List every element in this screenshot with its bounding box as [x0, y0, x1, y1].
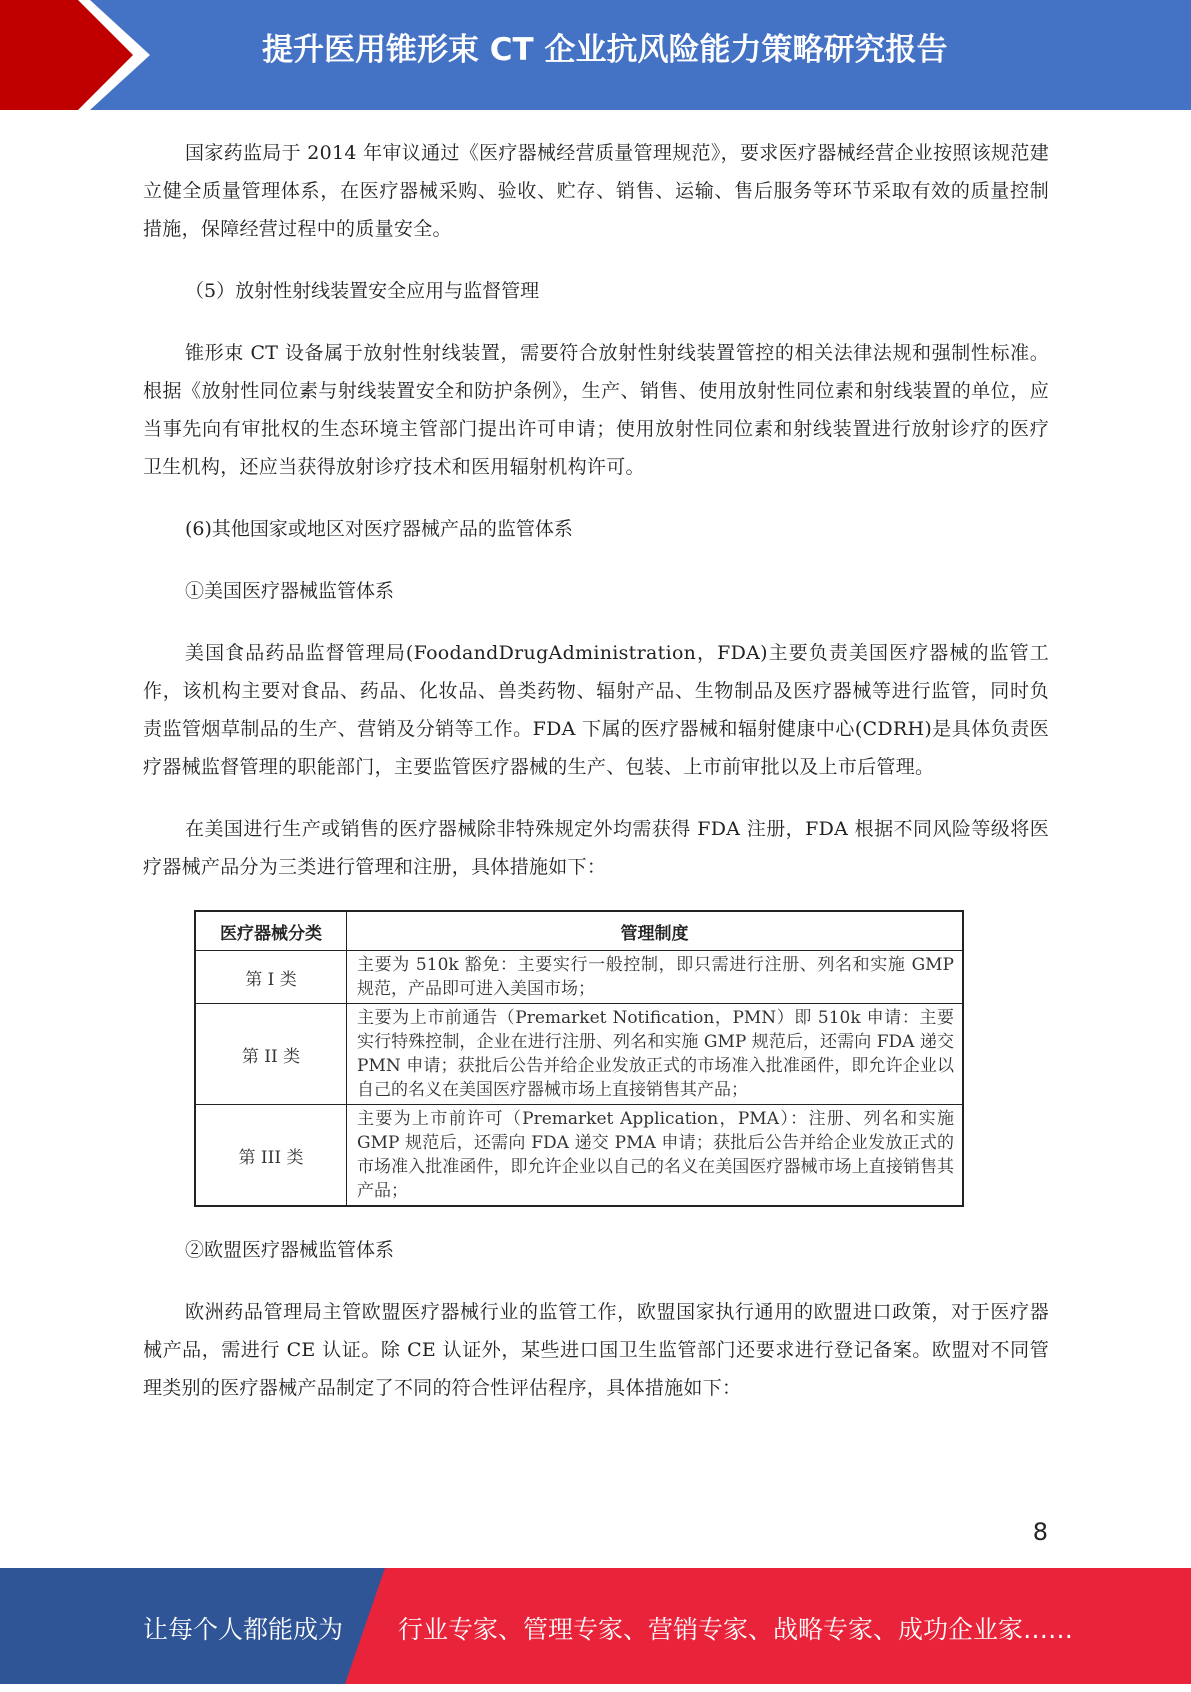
table-cell-category: 第 I 类	[195, 951, 347, 1004]
paragraph-fda: 美国食品药品监督管理局(FoodandDrugAdministration，FDA)主要负责美国医疗器械的监管工作，该机构主要对食品、药品、化妆品、兽类药物、辐射产品、生物制品及医疗器械等进行监管，同时负责监管烟草制品的生产、营销及分销等工作。FDA 下属的医疗器械和辐射健康中心(CDRH)是具体负责医疗器械监督管理的职能部门，主要监管医疗器械的生产、包装、上市前审批以及上市后管理。	[143, 642, 1049, 778]
subheading-us: ①美国医疗器械监管体系	[185, 580, 395, 602]
page-footer	[0, 1568, 1191, 1684]
footer-slogan-left: 让每个人都能成为	[143, 1615, 344, 1644]
table-header-row	[195, 911, 963, 951]
document-body	[143, 134, 1049, 1431]
table-cell-regime: 主要为 510k 豁免：主要实行一般控制，即只需进行注册、列名和实施 GMP 规范，产品即可进入美国市场；	[347, 951, 964, 1004]
page-number: 8	[1032, 1518, 1048, 1546]
paragraph-eu: 欧洲药品管理局主管欧盟医疗器械行业的监管工作，欧盟国家执行通用的欧盟进口政策，对于医疗器械产品，需进行 CE 认证。除 CE 认证外，某些进口国卫生监管部门还要求进行登记备案。欧盟对不同管理类别的医疗器械产品制定了不同的符合性评估程序，具体措施如下：	[143, 1301, 1049, 1399]
table-cell-category: 第 II 类	[195, 1004, 347, 1105]
table-header-category: 医疗器械分类	[195, 911, 347, 951]
paragraph-radiation: 锥形束 CT 设备属于放射性射线装置，需要符合放射性射线装置管控的相关法律法规和强制性标准。根据《放射性同位素与射线装置安全和防护条例》，生产、销售、使用放射性同位素和射线装置的单位，应当事先向有审批权的生态环境主管部门提出许可申请；使用放射性同位素和射线装置进行放射诊疗的医疗卫生机构，还应当获得放射诊疗技术和医用辐射机构许可。	[143, 342, 1049, 478]
table-cell-regime: 主要为上市前通告（Premarket Notification，PMN）即 510k 申请：主要实行特殊控制，企业在进行注册、列名和实施 GMP 规范后，还需向 FDA 递交 PMN 申请；获批后公告并给企业发放正式的市场准入批准函件，即允许企业以自己的名义在美国医疗器械市场上直接销售其产品；	[347, 1004, 964, 1105]
footer-slogan-right: 行业专家、管理专家、营销专家、战略专家、成功企业家……	[398, 1615, 1074, 1644]
report-title: 提升医用锥形束 CT 企业抗风险能力策略研究报告	[262, 32, 948, 68]
subheading-eu: ②欧盟医疗器械监管体系	[185, 1239, 395, 1261]
paragraph-fda-classes: 在美国进行生产或销售的医疗器械除非特殊规定外均需获得 FDA 注册，FDA 根据不同风险等级将医疗器械产品分为三类进行管理和注册，具体措施如下：	[143, 818, 1049, 878]
section-heading-other-countries: (6)其他国家或地区对医疗器械产品的监管体系	[185, 518, 573, 540]
page-header	[0, 0, 1191, 110]
table-row	[195, 1105, 963, 1207]
paragraph-gsp: 国家药监局于 2014 年审议通过《医疗器械经营质量管理规范》，要求医疗器械经营企业按照该规范建立健全质量管理体系，在医疗器械采购、验收、贮存、销售、运输、售后服务等环节采取有效的质量控制措施，保障经营过程中的质量安全。	[143, 142, 1049, 240]
section-heading-radiation: （5）放射性射线装置安全应用与监督管理	[185, 280, 540, 302]
table-row	[195, 951, 963, 1004]
table-cell-category: 第 III 类	[195, 1105, 347, 1207]
fda-classification-table	[194, 910, 964, 1207]
table-header-regime: 管理制度	[347, 911, 964, 951]
header-chevron-icon	[0, 0, 150, 110]
table-row	[195, 1004, 963, 1105]
table-cell-regime: 主要为上市前许可（Premarket Application，PMA）：注册、列名和实施 GMP 规范后，还需向 FDA 递交 PMA 申请；获批后公告并给企业发放正式的市场准入批准函件，即允许企业以自己的名义在美国医疗器械市场上直接销售其产品；	[347, 1105, 964, 1207]
